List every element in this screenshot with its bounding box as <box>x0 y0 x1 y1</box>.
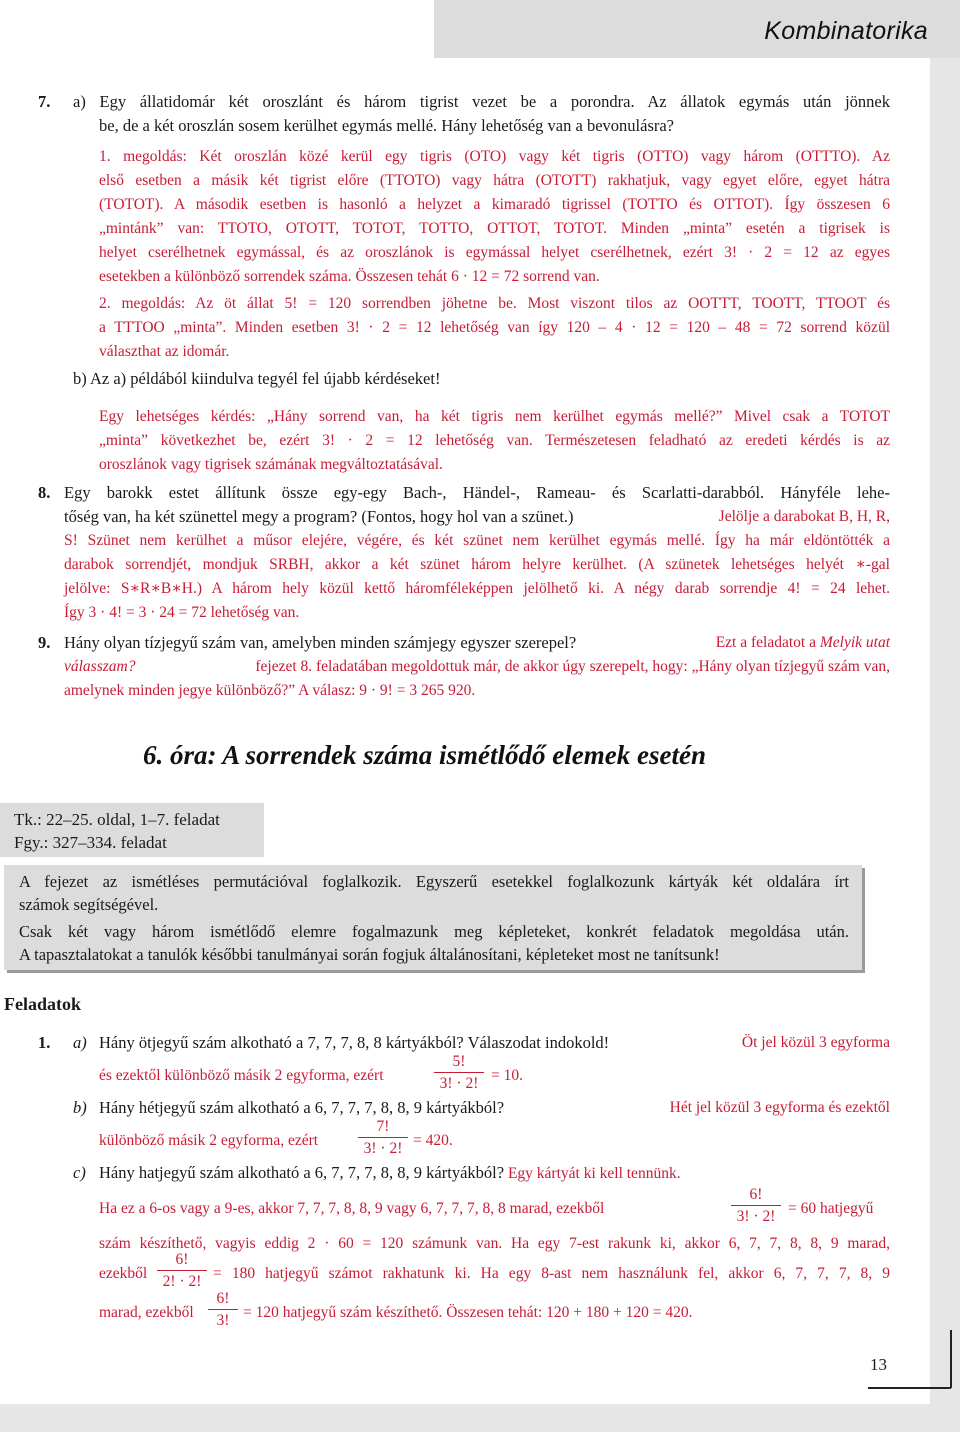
fraction-numerator: 6! <box>749 1186 763 1203</box>
intro-line: Csak két vagy három ismétlődő elemre fogalmazunk meg képleteket, konkrét feladatok megoldása után. <box>19 922 849 941</box>
solution-line: darabok sorrendjét, mondjuk SRBH, akkor a két szünet három helyre kerülhet. (A szünetek lehetséges helyét ∗-gal <box>64 556 890 573</box>
bottom-margin-bar <box>0 1404 930 1432</box>
solution-text <box>716 635 890 652</box>
question-line: a) Egy állatidomár két oroszlánt és három tigrist vezet be a porondra. Az állatok egymás után jönnek <box>73 92 890 111</box>
solution-line: oroszlánok vagy tigrisek számának megváltoztatásával. <box>99 456 443 473</box>
solution-line: 2. megoldás: Az öt állat 5! = 120 sorrendben jöhetne be. Most viszont tilos az OOTTT, TOOTT, TTOOT és <box>99 295 890 312</box>
intro-line: számok segítségével. <box>19 895 159 914</box>
solution-line: különböző másik 2 egyforma, ezért <box>99 1132 319 1149</box>
question-line: b) Az a) példából kiindulva tegyél fel újabb kérdéseket! <box>73 369 441 388</box>
question-text: Hány ötjegyű szám alkotható a 7, 7, 7, 8, 8 kártyákból? Válaszodat indokold! <box>99 1033 610 1052</box>
intro-line: A fejezet az ismétléses permutációval foglalkozik. Egyszerű esetekkel foglalkozunk kártyák két oldalára írt <box>19 872 849 891</box>
solution-line: szám készíthető, vagyis eddig 2 · 60 = 120 számunk van. Ha egy 7-est rakunk ki, akkor 6, 7, 7, 8, 8, 9 marad, <box>99 1235 890 1252</box>
mixed-line <box>64 635 890 652</box>
question-text: Hány olyan tízjegyű szám van, amelyben minden számjegy egyszer szerepel? <box>64 633 577 652</box>
intro-line: A tapasztalatokat a tanulók későbbi tanulmányai során fogjuk általánosítani, képleteket most ne tanítsunk! <box>19 945 720 964</box>
lesson-title: 6. óra: A sorrendek száma ismétlődő elemek esetén <box>143 740 706 770</box>
solution-line: ezekből <box>99 1265 148 1282</box>
solution-line: jelölve: S∗R∗B∗H.) A három hely közül kettő háromféleképpen jelölhető ki. A négy darab sorrendje 4! = 24 lehet. <box>64 580 890 597</box>
question-text: tőség van, ha két szünettel megy a program? (Fontos, hogy hol van a szünet.) <box>64 507 574 526</box>
fraction-denominator: 3! · 2! <box>363 1139 403 1157</box>
solution-text-part: Ezt a feladatot a <box>715 634 816 651</box>
solution-line: = 420. <box>413 1132 453 1149</box>
problem-number: 9. <box>38 633 51 652</box>
solution-line: Ha ez a 6-os vagy a 9-es, akkor 7, 7, 7, 8, 8, 9 vagy 6, 7, 7, 7, 8, 8 marad, ezekből <box>99 1200 605 1217</box>
page-corner-vertical-rule <box>950 1330 952 1388</box>
solution-line: (TOTOT). A második esetben is hasonló a helyzet a kimaradó tigrissel (TOTTO és OTTOT). Így összesen 6 <box>99 196 890 213</box>
question-text: Hány hétjegyű szám alkotható a 6, 7, 7, 7, 8, 8, 9 kártyákból? <box>99 1098 505 1117</box>
solution-text: Egy kártyát ki kell tennünk. <box>507 1165 681 1182</box>
solution-text: fejezet 8. feladatában megoldottuk már, de akkor úgy szerepelt, hogy: „Hány olyan tízjegyű szám van, <box>255 658 890 675</box>
solution-line: és ezektől különböző másik 2 egyforma, ezért <box>99 1067 384 1084</box>
problem-number: 1. <box>38 1033 51 1052</box>
mixed-line <box>99 1035 890 1052</box>
solution-line: = 180 hatjegyű számot rakhatunk ki. Ha egy 8-ast nem használunk fel, akkor 6, 7, 7, 7, 8, 9 <box>213 1265 890 1282</box>
textbook-reference: Tk.: 22–25. oldal, 1–7. feladat <box>14 810 220 829</box>
fraction-numerator: 5! <box>452 1053 466 1070</box>
solution-line: = 120 hatjegyű szám készíthető. Összesen tehát: 120 + 180 + 120 = 420. <box>243 1304 693 1321</box>
solution-text: Jelölje a darabokat B, H, R, <box>718 508 890 525</box>
solution-line: választhat az idomár. <box>99 343 230 360</box>
page-corner-horizontal-rule <box>868 1387 951 1389</box>
solution-line: = 10. <box>491 1067 523 1084</box>
fraction <box>208 1291 238 1328</box>
solution-line: első esetben a másik két tigrist előre (TTOTO) vagy hátra (OTOTT) rakhatjuk, vagy egyet előre, egyet hátra <box>99 172 890 189</box>
fraction <box>358 1119 408 1156</box>
fraction-denominator: 3! · 2! <box>736 1207 776 1225</box>
question-line: be, de a két oroszlán sosem kerülhet egymás mellé. Hány lehetőség van a bevonulásra? <box>99 116 675 135</box>
side-margin-bar <box>930 58 960 1432</box>
question-text: Hány hatjegyű szám alkotható a 6, 7, 7, 7, 8, 8, 9 kártyákból? <box>99 1163 505 1182</box>
reference-box <box>0 803 264 857</box>
subquestion-label: b) <box>73 1098 87 1117</box>
fraction <box>157 1252 207 1289</box>
solution-line: Így 3 · 4! = 3 · 24 = 72 lehetőség van. <box>64 604 300 621</box>
fraction-numerator: 7! <box>376 1118 390 1135</box>
solution-line: esetekben a különböző sorrendek száma. Összesen tehát 6 · 12 = 72 sorrend van. <box>99 268 600 285</box>
fraction <box>434 1054 484 1091</box>
workbook-reference: Fgy.: 327–334. feladat <box>14 833 167 852</box>
solution-line: a TTTOO „minta”. Minden esetben 3! · 2 = 12 lehetőség van így 120 – 4 · 12 = 120 – 48 = 72 sorrend közül <box>99 319 890 336</box>
fraction-denominator: 3! · 2! <box>439 1074 479 1092</box>
solution-line: Egy lehetséges kérdés: „Hány sorrend van, ha két tigris nem kerülhet egymás mellé?” Mivel csak a TOTOT <box>99 408 890 425</box>
solution-line: S! Szünet nem kerülhet a műsor elejére, végére, és két szünet nem kerülhet egymás mellé. Így ha már eldöntötték a <box>64 532 890 549</box>
intro-box <box>4 865 862 970</box>
solution-line: amelynek minden jegye különböző?” A válasz: 9 · 9! = 3 265 920. <box>64 682 476 699</box>
solution-line: „mintánk” van: TTOTO, OTOTT, TOTOT, TOTTO, OTTOT, TOTOT. Minden „minta” esetén a tigrisek is <box>99 220 890 237</box>
solution-line: marad, ezekből <box>99 1304 194 1321</box>
solution-line: helyet cserélhetnek egymással, és az oroszlánok is egymással helyet cserélhetnek, ezért 3! · 2 = 12 az egyes <box>99 244 890 261</box>
fraction <box>731 1187 781 1224</box>
page-number: 13 <box>870 1355 887 1374</box>
fraction-numerator: 6! <box>216 1290 230 1307</box>
section-heading: Feladatok <box>4 994 82 1014</box>
chapter-reference: Melyik utat <box>819 634 890 651</box>
problem-number: 8. <box>38 483 51 502</box>
solution-line: = 60 hatjegyű <box>788 1200 874 1217</box>
fraction-denominator: 3! <box>216 1311 230 1329</box>
solution-text: Hét jel közül 3 egyforma és ezektől <box>669 1099 890 1116</box>
subquestion-label: c) <box>73 1163 86 1182</box>
problem-number: 7. <box>38 92 51 111</box>
mixed-line <box>64 659 890 675</box>
solution-text: Öt jel közül 3 egyforma <box>741 1034 890 1051</box>
chapter-title: Kombinatorika <box>764 17 928 45</box>
solution-line: 1. megoldás: Két oroszlán közé kerül egy tigris (OTO) vagy két tigris (OTTO) vagy három (OTTTO). Az <box>99 148 890 165</box>
fraction-denominator: 2! · 2! <box>162 1272 202 1290</box>
fraction-numerator: 6! <box>175 1251 189 1268</box>
subquestion-label: a) <box>73 1033 87 1052</box>
mixed-line <box>99 1165 681 1182</box>
mixed-line <box>99 1100 890 1117</box>
solution-line: „minta” következhet be, ezért 3! · 2 = 12 lehetőség van. Természetesen feladható az eredeti kérdés is az <box>99 432 890 449</box>
chapter-reference: válasszam? <box>64 658 136 675</box>
question-line: Egy barokk estet állítunk össze egy-egy Bach-, Händel-, Rameau- és Scarlatti-darabból. Hányféle lehe- <box>64 483 890 502</box>
mixed-line <box>64 509 890 526</box>
